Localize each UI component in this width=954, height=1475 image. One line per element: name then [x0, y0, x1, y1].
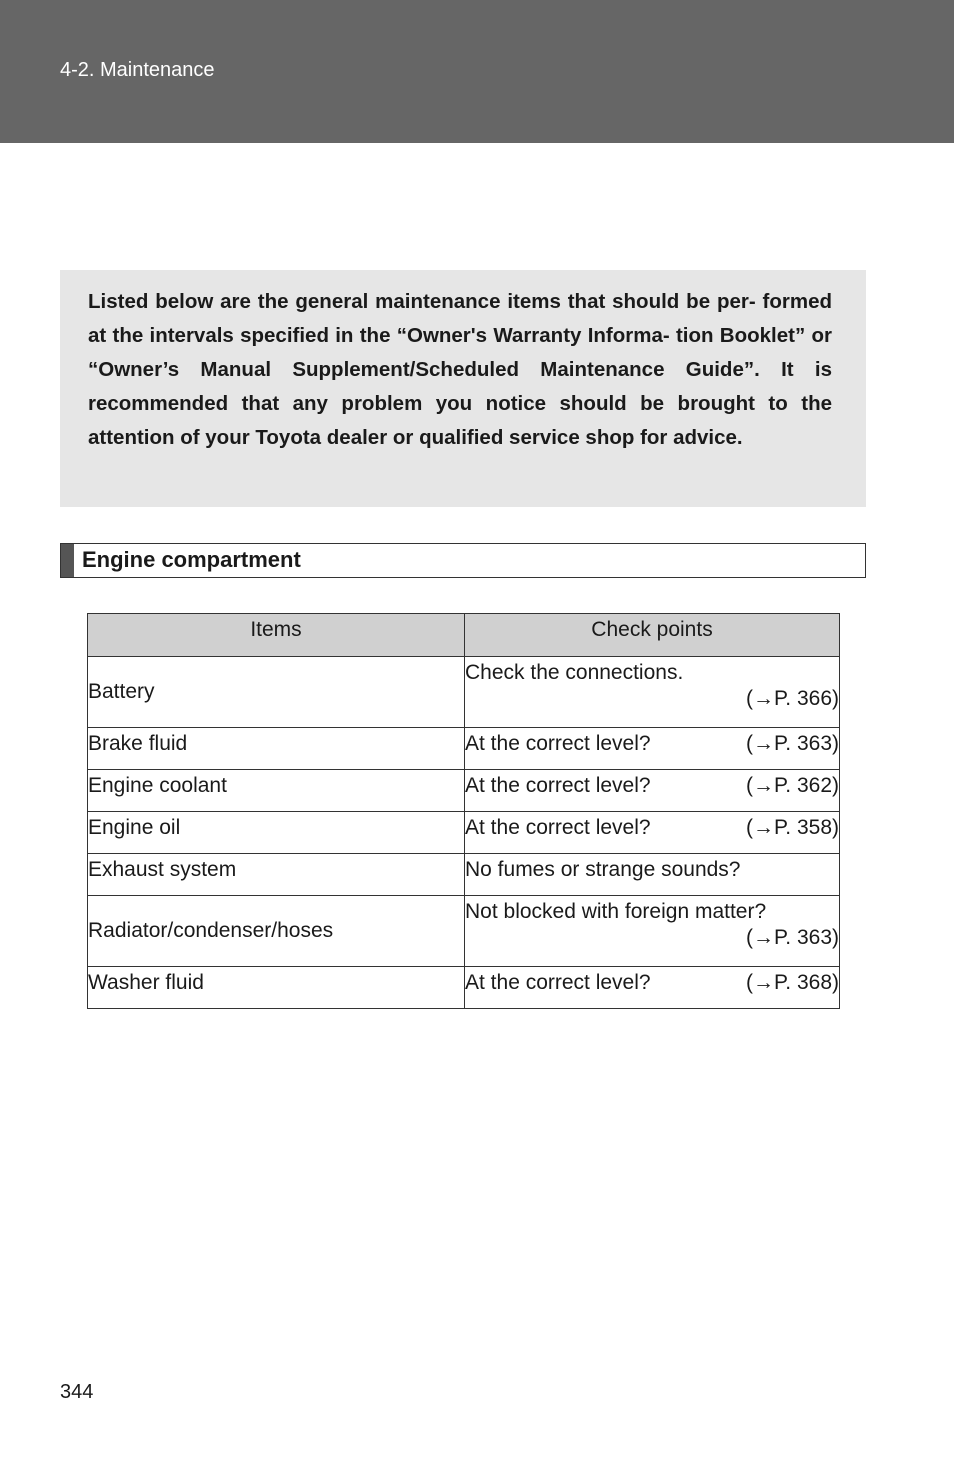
table-row: [88, 728, 840, 770]
table-row: [88, 812, 840, 854]
check-text: At the correct level?: [465, 971, 651, 994]
page-reference: (→P. 368): [746, 971, 839, 994]
item-cell: Exhaust system: [88, 854, 465, 896]
check-cell: [465, 854, 840, 896]
check-cell: [465, 657, 840, 728]
section-heading: [60, 543, 866, 578]
maintenance-table: [87, 613, 840, 1009]
item-cell: Washer fluid: [88, 967, 465, 1009]
intro-text: Listed below are the general maintenance items that should be per- formed at the intervals specified in the “Owner's Warranty Informa- tion Booklet” or “Owner’s Manual Supplement/Scheduled Maintenance Guide”. It is recommended that any problem you notice should be brought to the attention of your Toyota dealer or qualified service shop for advice.: [88, 290, 832, 449]
check-text: Not blocked with foreign matter?: [465, 900, 767, 923]
heading-marker: [61, 544, 74, 577]
table-row: [88, 854, 840, 896]
page-reference: (→P. 363): [746, 732, 839, 755]
table-row: [88, 657, 840, 728]
intro-box: [60, 270, 866, 507]
table-row: [88, 967, 840, 1009]
page-number: 344: [60, 1381, 94, 1403]
header-bar: [0, 0, 954, 143]
check-text: At the correct level?: [465, 774, 651, 797]
column-header-items: Items: [88, 614, 465, 657]
table-row: [88, 896, 840, 967]
item-cell: Engine coolant: [88, 770, 465, 812]
item-cell: Battery: [88, 657, 465, 728]
item-cell: Brake fluid: [88, 728, 465, 770]
check-cell: [465, 812, 840, 854]
check-text: Check the connections.: [465, 661, 684, 684]
page-reference: (→P. 366): [746, 687, 839, 710]
item-cell: Radiator/condenser/hoses: [88, 896, 465, 967]
table-row: [88, 770, 840, 812]
page-reference: (→P. 358): [746, 816, 839, 839]
check-text: At the correct level?: [465, 816, 651, 839]
page-reference: (→P. 363): [746, 926, 839, 949]
column-header-check-points: Check points: [465, 614, 840, 657]
page-reference: (→P. 362): [746, 774, 839, 797]
section-title: Engine compartment: [82, 547, 301, 572]
check-cell: [465, 967, 840, 1009]
check-cell: [465, 770, 840, 812]
check-cell: [465, 896, 840, 967]
table-header-row: [88, 614, 840, 657]
item-cell: Engine oil: [88, 812, 465, 854]
section-breadcrumb: 4-2. Maintenance: [60, 59, 215, 81]
check-text: No fumes or strange sounds?: [465, 858, 741, 881]
check-text: At the correct level?: [465, 732, 651, 755]
check-cell: [465, 728, 840, 770]
